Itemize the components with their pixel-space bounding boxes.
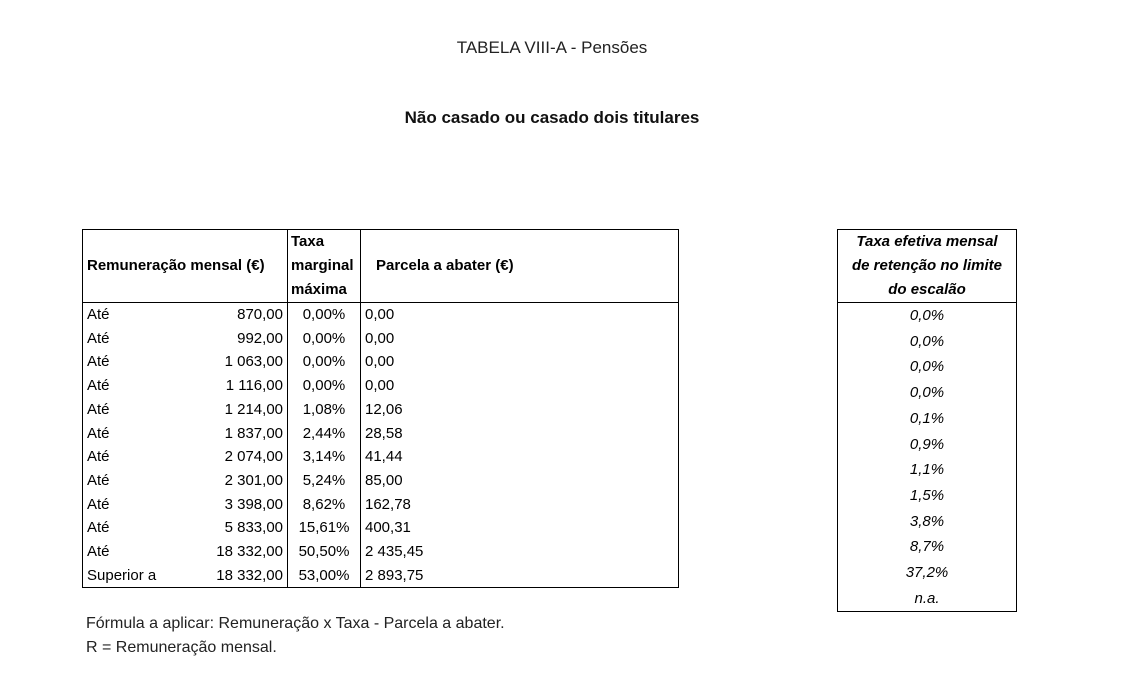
header-remuneracao: Remuneração mensal (€) [83,230,288,303]
row-rate: 0,00% [288,303,361,327]
row-amount: 870,00 [237,306,283,323]
table-row [838,483,1017,509]
table-row [838,354,1017,380]
row-amount: 1 837,00 [224,424,283,442]
row-label: Até [87,400,110,418]
table-row [838,329,1017,355]
table-row [83,516,679,540]
row-amount: 992,00 [237,329,283,347]
row-parcela: 0,00 [361,374,679,398]
row-rate: 50,50% [288,540,361,564]
table-row [83,303,679,327]
legend-note: R = Remuneração mensal. [86,639,277,656]
table-row [838,303,1017,329]
row-amount: 1 116,00 [225,377,283,395]
table-row [83,327,679,351]
table-row [838,457,1017,483]
page-title: TABELA VIII-A - Pensões [456,38,648,57]
row-label: Até [87,377,110,395]
footnotes [86,612,505,660]
row-amount: 1 063,00 [224,353,283,371]
row-amount: 18 332,00 [216,566,283,584]
effective-rate-value: n.a. [914,589,940,607]
row-label: Até [87,543,110,561]
row-amount: 2 301,00 [224,471,283,489]
table-row [838,380,1017,406]
row-parcela: 41,44 [361,445,679,469]
header-parcela: Parcela a abater (€) [361,230,679,303]
table-row [83,422,679,446]
row-label: Até [87,519,110,537]
row-rate: 15,61% [288,516,361,540]
row-parcela: 0,00 [361,303,679,327]
table-row [83,350,679,374]
row-parcela: 85,00 [361,469,679,493]
row-label: Até [87,306,110,323]
row-parcela: 12,06 [361,398,679,422]
row-rate: 5,24% [288,469,361,493]
table-row [838,560,1017,586]
header-taxa-line3: máxima [291,281,347,298]
row-rate: 3,14% [288,445,361,469]
effective-rate-value: 8,7% [909,538,945,556]
table-row [838,432,1017,458]
effective-rate-value: 3,8% [909,512,945,530]
table-row [83,493,679,517]
table-row [83,469,679,493]
header-taxa-line1: Taxa [291,233,325,250]
row-rate: 2,44% [288,422,361,446]
row-label: Até [87,424,110,442]
formula-note: Fórmula a aplicar: Remuneração x Taxa - Parcela a abater. [86,615,505,632]
row-rate: 8,62% [288,493,361,517]
row-amount: 3 398,00 [224,495,283,513]
row-parcela: 2 435,45 [361,540,679,564]
header-efetiva-line3: do escalão [888,281,966,298]
row-parcela: 400,31 [361,516,679,540]
table-row [838,586,1017,612]
row-label: Até [87,495,110,513]
header-efetiva-line1: Taxa efetiva mensal [856,233,998,250]
row-amount: 2 074,00 [224,448,283,466]
row-rate: 1,08% [288,398,361,422]
effective-rate-value: 0,0% [909,358,945,376]
header-taxa-marginal [288,230,361,303]
row-amount: 18 332,00 [216,543,283,561]
row-label: Até [87,353,110,371]
row-label: Até [87,329,110,347]
effective-rate-body [838,303,1017,612]
row-rate: 0,00% [288,327,361,351]
table-row [83,540,679,564]
row-rate: 0,00% [288,374,361,398]
row-label: Superior a [87,566,157,584]
effective-rate-value: 1,5% [909,486,945,504]
row-label: Até [87,471,110,489]
effective-rate-value: 0,0% [909,384,945,402]
header-taxa-line2: marginal [291,257,354,274]
effective-rate-value: 37,2% [905,564,949,582]
effective-rate-table [837,229,1017,612]
row-rate: 53,00% [288,564,361,588]
row-amount: 1 214,00 [224,400,283,418]
row-parcela: 2 893,75 [361,564,679,588]
row-rate: 0,00% [288,350,361,374]
header-efetiva-line2: de retenção no limite [851,257,1003,274]
table-row [83,398,679,422]
header-taxa-efetiva [838,230,1017,303]
row-parcela: 0,00 [361,327,679,351]
table-subtitle: Não casado ou casado dois titulares [404,108,700,127]
row-amount: 5 833,00 [224,519,283,537]
table-row [838,509,1017,535]
table-row [83,374,679,398]
effective-rate-value: 1,1% [909,461,945,479]
table-row [838,406,1017,432]
row-label: Até [87,448,110,466]
table-row [83,564,679,588]
withholding-table-body [83,303,679,588]
effective-rate-value: 0,0% [909,332,945,350]
withholding-table [82,229,679,588]
effective-rate-value: 0,1% [909,409,945,427]
table-row [838,534,1017,560]
table-row [83,445,679,469]
row-parcela: 0,00 [361,350,679,374]
row-parcela: 162,78 [361,493,679,517]
row-parcela: 28,58 [361,422,679,446]
effective-rate-value: 0,9% [909,435,945,453]
effective-rate-value: 0,0% [909,307,945,324]
